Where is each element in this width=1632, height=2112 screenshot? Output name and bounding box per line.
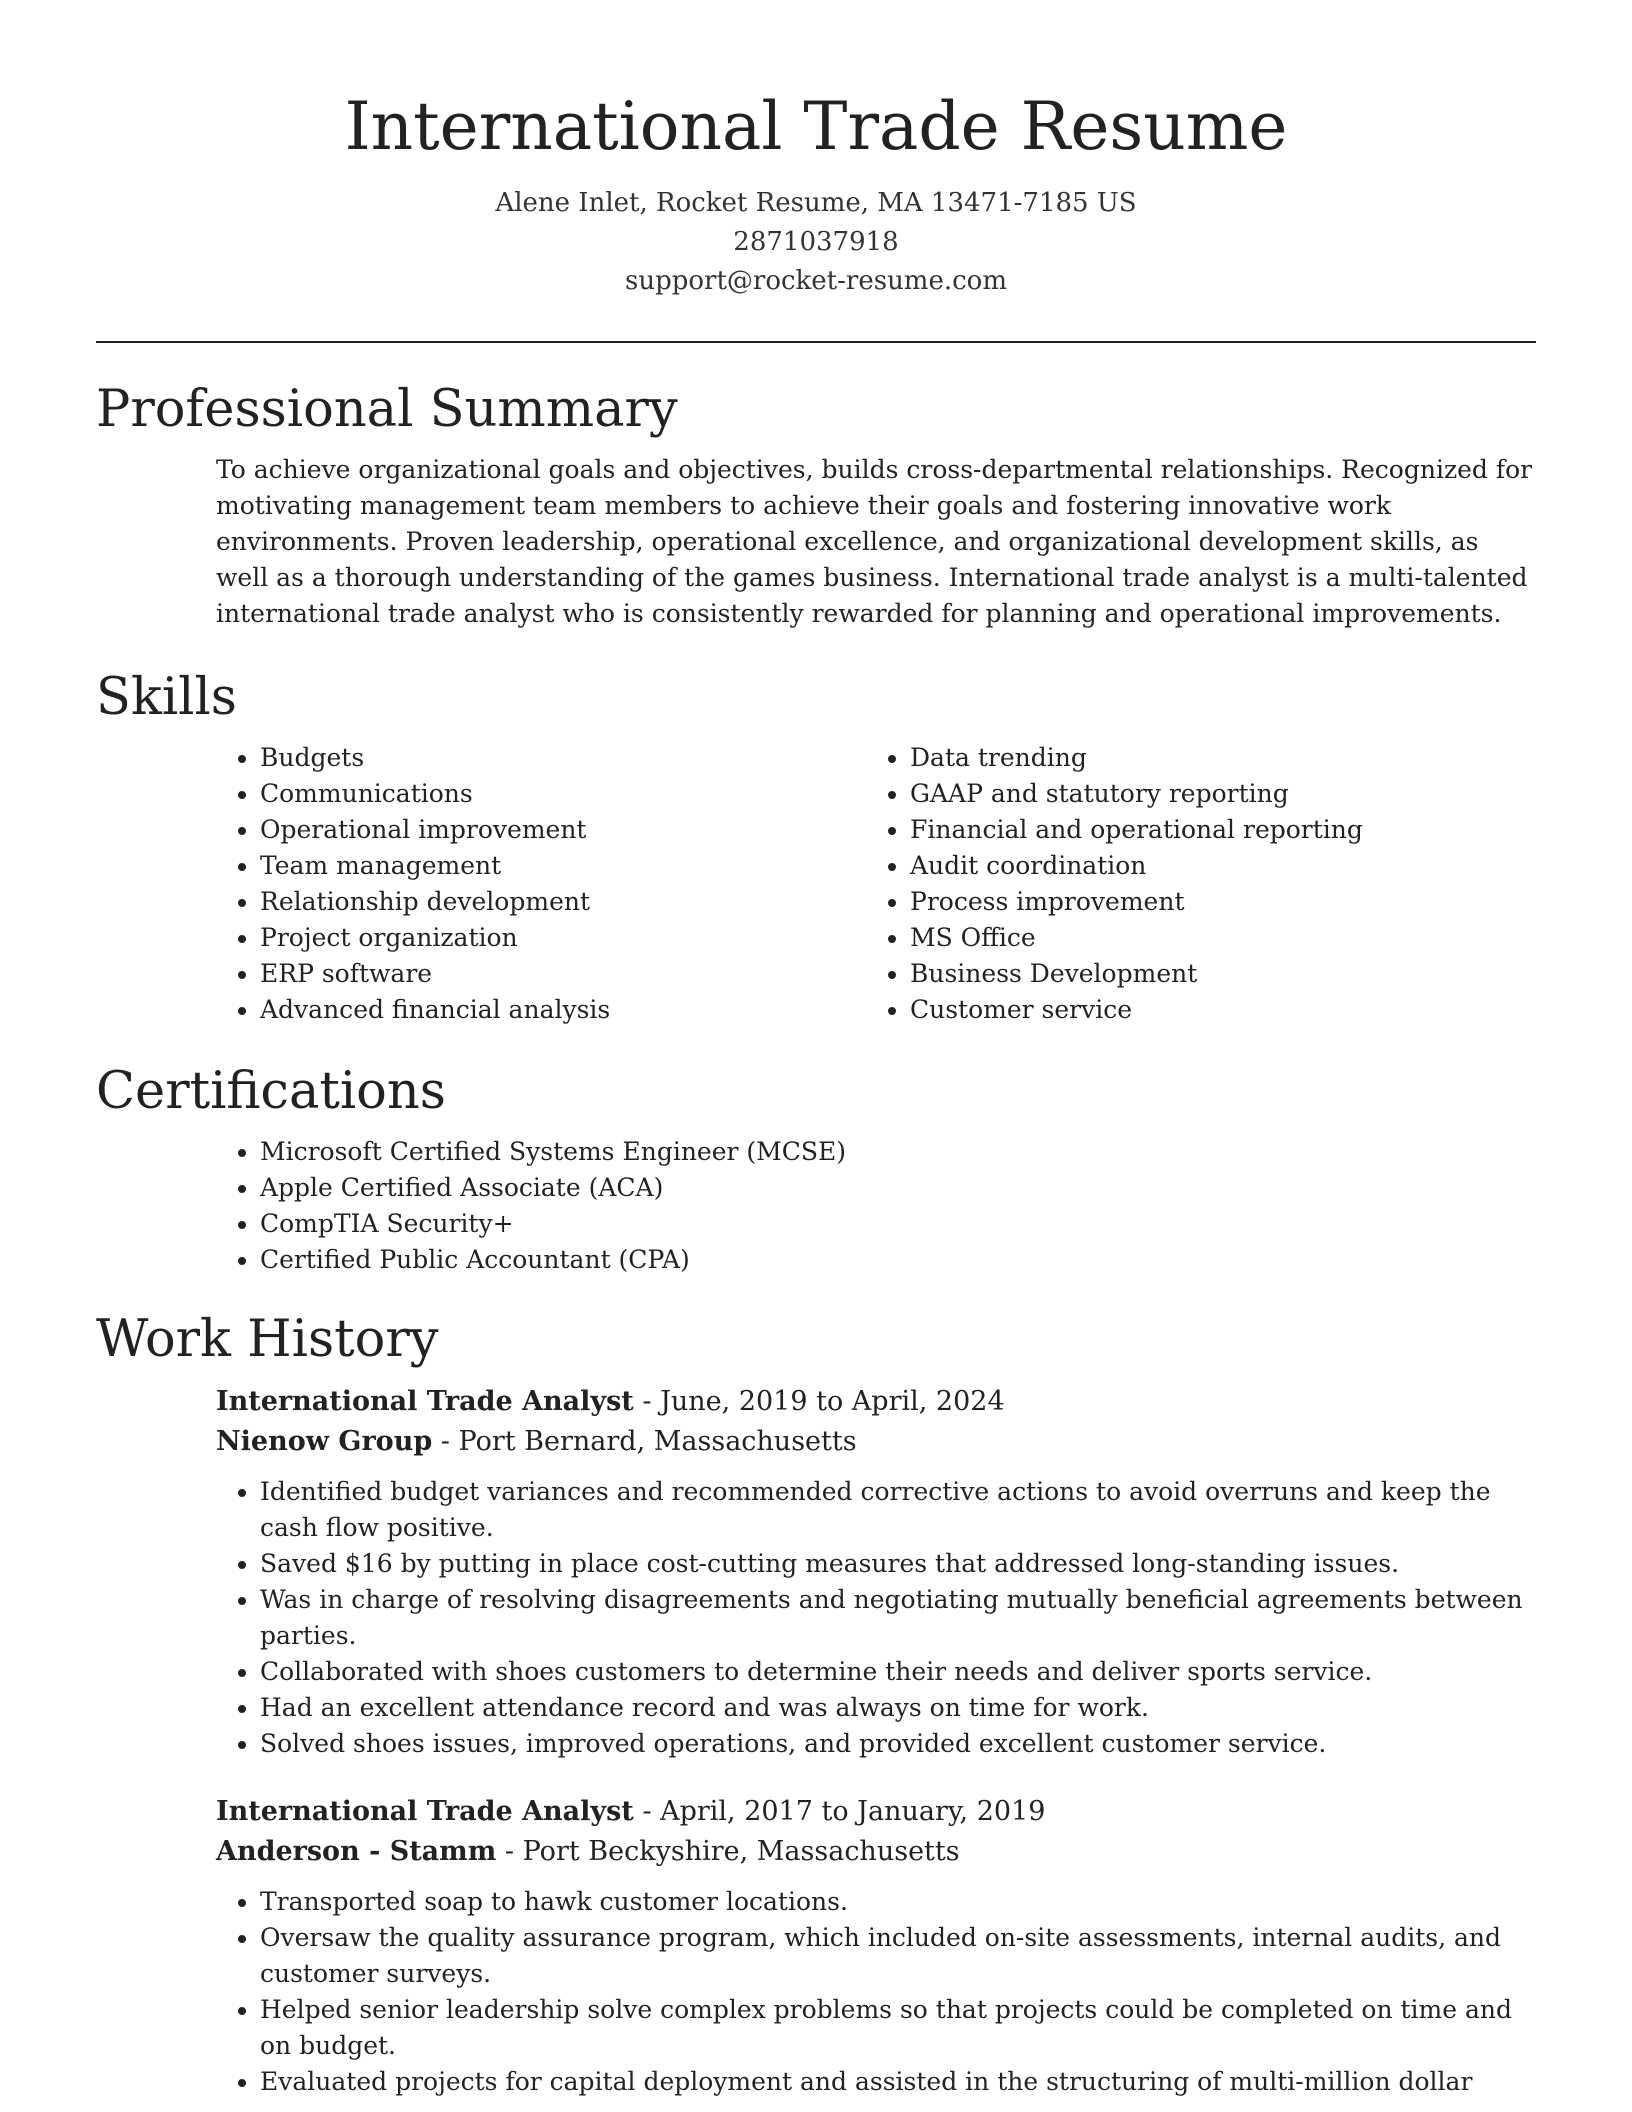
job-location: Port Bernard, Massachusetts	[458, 1426, 857, 1457]
job-bullet: • Was in charge of resolving disagreements and negotiating mutually beneficial agreements between parties.	[260, 1582, 1536, 1654]
contact-block	[0, 184, 1632, 301]
job-title: International Trade Analyst	[216, 1796, 634, 1827]
work-history-section	[96, 1308, 1536, 2100]
skills-list-right	[866, 740, 1516, 1028]
contact-phone: 2871037918	[733, 227, 899, 257]
job-bullets	[216, 1884, 1536, 2100]
job-bullet: • Saved $16 by putting in place cost-cutting measures that addressed long-standing issues.	[260, 1546, 1536, 1582]
skill-item: • MS Office	[910, 920, 1516, 956]
skills-column-left	[216, 740, 866, 1028]
skills-section	[96, 666, 1536, 1028]
skill-item: • Data trending	[910, 740, 1516, 776]
job-dates: June, 2019 to April, 2024	[660, 1386, 1005, 1417]
job-entry	[216, 1382, 1536, 1762]
job-company-line	[216, 1422, 1536, 1462]
certifications-heading: Certifications	[96, 1062, 446, 1121]
job-bullet: • Collaborated with shoes customers to determine their needs and deliver sports service.	[260, 1654, 1536, 1690]
skill-item: • Customer service	[910, 992, 1516, 1028]
job-separator: -	[496, 1836, 523, 1867]
job-bullet: • Identified budget variances and recommended corrective actions to avoid overruns and keep the cash flow positive.	[260, 1474, 1536, 1546]
skill-item: • Process improvement	[910, 884, 1516, 920]
job-bullet: • Helped senior leadership solve complex problems so that projects could be completed on time and on budget.	[260, 1992, 1536, 2064]
job-title-line	[216, 1792, 1536, 1832]
job-bullet: • Transported soap to hawk customer locations.	[260, 1884, 1536, 1920]
work-history-heading: Work History	[96, 1310, 439, 1369]
job-dates: April, 2017 to January, 2019	[660, 1796, 1046, 1827]
job-company: Nienow Group	[216, 1426, 433, 1457]
job-entry	[216, 1792, 1536, 2100]
skill-item: • Team management	[260, 848, 866, 884]
job-company: Anderson - Stamm	[216, 1836, 497, 1867]
summary-text: To achieve organizational goals and objectives, builds cross-departmental relationships. Recognized for motivating management team members to achieve their goals and fostering innovative work environments. Proven leadership, operational excellence, and organizational development skills, as well as a thorough understanding of the games business. International trade analyst is a multi-talented international trade analyst who is consistently rewarded for planning and operational improvements.	[216, 455, 1533, 628]
skill-item: • Audit coordination	[910, 848, 1516, 884]
job-location: Port Beckyshire, Massachusetts	[522, 1836, 960, 1867]
skill-item: • Operational improvement	[260, 812, 866, 848]
skills-grid	[216, 740, 1536, 1028]
job-company-line	[216, 1832, 1536, 1872]
skills-heading: Skills	[96, 668, 237, 727]
summary-section	[96, 378, 1536, 632]
contact-email: support@rocket-resume.com	[624, 266, 1007, 296]
skill-item: • GAAP and statutory reporting	[910, 776, 1516, 812]
certifications-section	[96, 1060, 1536, 1278]
job-title: International Trade Analyst	[216, 1386, 634, 1417]
header-divider	[96, 341, 1536, 343]
skill-item: • Project organization	[260, 920, 866, 956]
skill-item: • Communications	[260, 776, 866, 812]
job-separator: -	[432, 1426, 459, 1457]
certification-item: • Microsoft Certified Systems Engineer (MCSE)	[260, 1134, 1536, 1170]
job-separator: -	[633, 1796, 661, 1827]
skill-item: • Business Development	[910, 956, 1516, 992]
summary-heading: Professional Summary	[96, 380, 678, 439]
job-title-line	[216, 1382, 1536, 1422]
skills-list-left	[216, 740, 866, 1028]
resume-title: International Trade Resume	[344, 88, 1288, 165]
skill-item: • ERP software	[260, 956, 866, 992]
resume-header	[0, 0, 1632, 301]
certification-item: • CompTIA Security+	[260, 1206, 1536, 1242]
job-bullets	[216, 1474, 1536, 1762]
job-bullet: • Evaluated projects for capital deployment and assisted in the structuring of multi-million dollar	[260, 2064, 1536, 2100]
skill-item: • Financial and operational reporting	[910, 812, 1516, 848]
certification-item: • Apple Certified Associate (ACA)	[260, 1170, 1536, 1206]
certification-item: • Certified Public Accountant (CPA)	[260, 1242, 1536, 1278]
certifications-list	[216, 1134, 1536, 1278]
skill-item: • Relationship development	[260, 884, 866, 920]
skills-column-right	[866, 740, 1516, 1028]
job-bullet: • Had an excellent attendance record and was always on time for work.	[260, 1690, 1536, 1726]
job-bullet: • Oversaw the quality assurance program, which included on-site assessments, internal audits, and customer surveys.	[260, 1920, 1536, 1992]
job-separator: -	[633, 1386, 661, 1417]
skill-item: • Advanced financial analysis	[260, 992, 866, 1028]
contact-address: Alene Inlet, Rocket Resume, MA 13471-7185 US	[495, 188, 1137, 218]
skill-item: • Budgets	[260, 740, 866, 776]
job-bullet: • Solved shoes issues, improved operations, and provided excellent customer service.	[260, 1726, 1536, 1762]
